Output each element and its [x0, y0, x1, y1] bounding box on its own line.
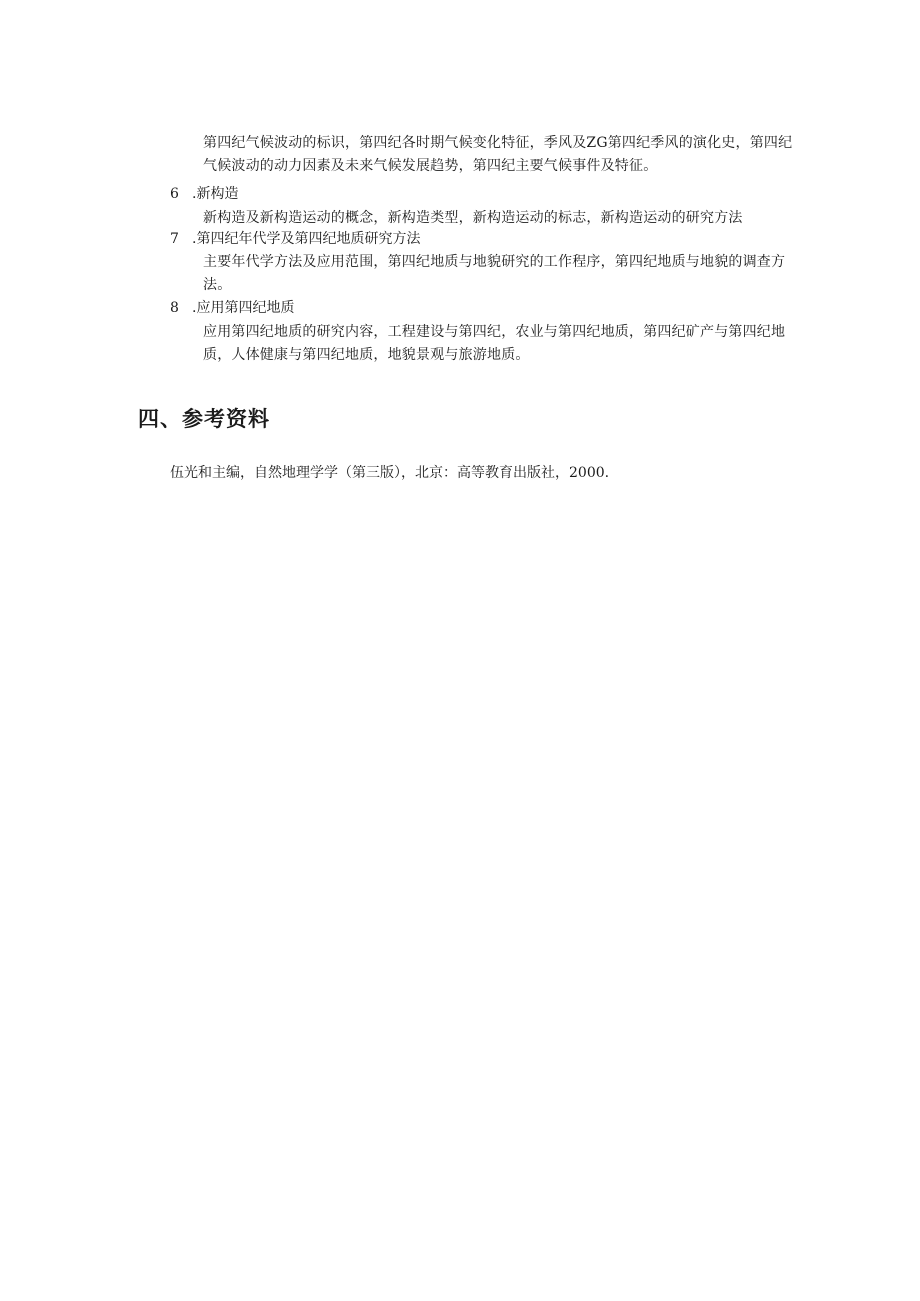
item-8-label: .应用第四纪地质 — [192, 300, 295, 316]
item-7-title — [170, 229, 420, 249]
item-8-number: 8 — [170, 300, 179, 316]
reference-entry: 伍光和主编，自然地理学学（第三版），北京：高等教育出版社，2000. — [170, 465, 610, 481]
item-7-number: 7 — [170, 231, 179, 247]
item-6-title — [170, 184, 238, 204]
item-7-paragraph: 主要年代学方法及应用范围，第四纪地质与地貌研究的工作程序，第四纪地质与地貌的调查方法。 — [203, 254, 786, 293]
item-7-label: .第四纪年代学及第四纪地质研究方法 — [192, 231, 421, 247]
item-6-paragraph: 新构造及新构造运动的概念，新构造类型，新构造运动的标志，新构造运动的研究方法 — [203, 210, 743, 226]
item-6-label: .新构造 — [192, 186, 239, 202]
item-6-number: 6 — [170, 186, 179, 202]
section-heading-references: 四、参考资料 — [138, 407, 270, 431]
item-8-paragraph: 应用第四纪地质的研究内容，工程建设与第四纪，农业与第四纪地质，第四纪矿产与第四纪地质，人体健康与第四纪地质，地貌景观与旅游地质。 — [203, 324, 786, 363]
item-8-title — [170, 298, 294, 318]
climate-paragraph: 第四纪气候波动的标识，第四纪各时期气候变化特征，季风及ZG第四纪季风的演化史，第四纪气候波动的动力因素及未来气候发展趋势，第四纪主要气候事件及特征。 — [203, 135, 793, 174]
